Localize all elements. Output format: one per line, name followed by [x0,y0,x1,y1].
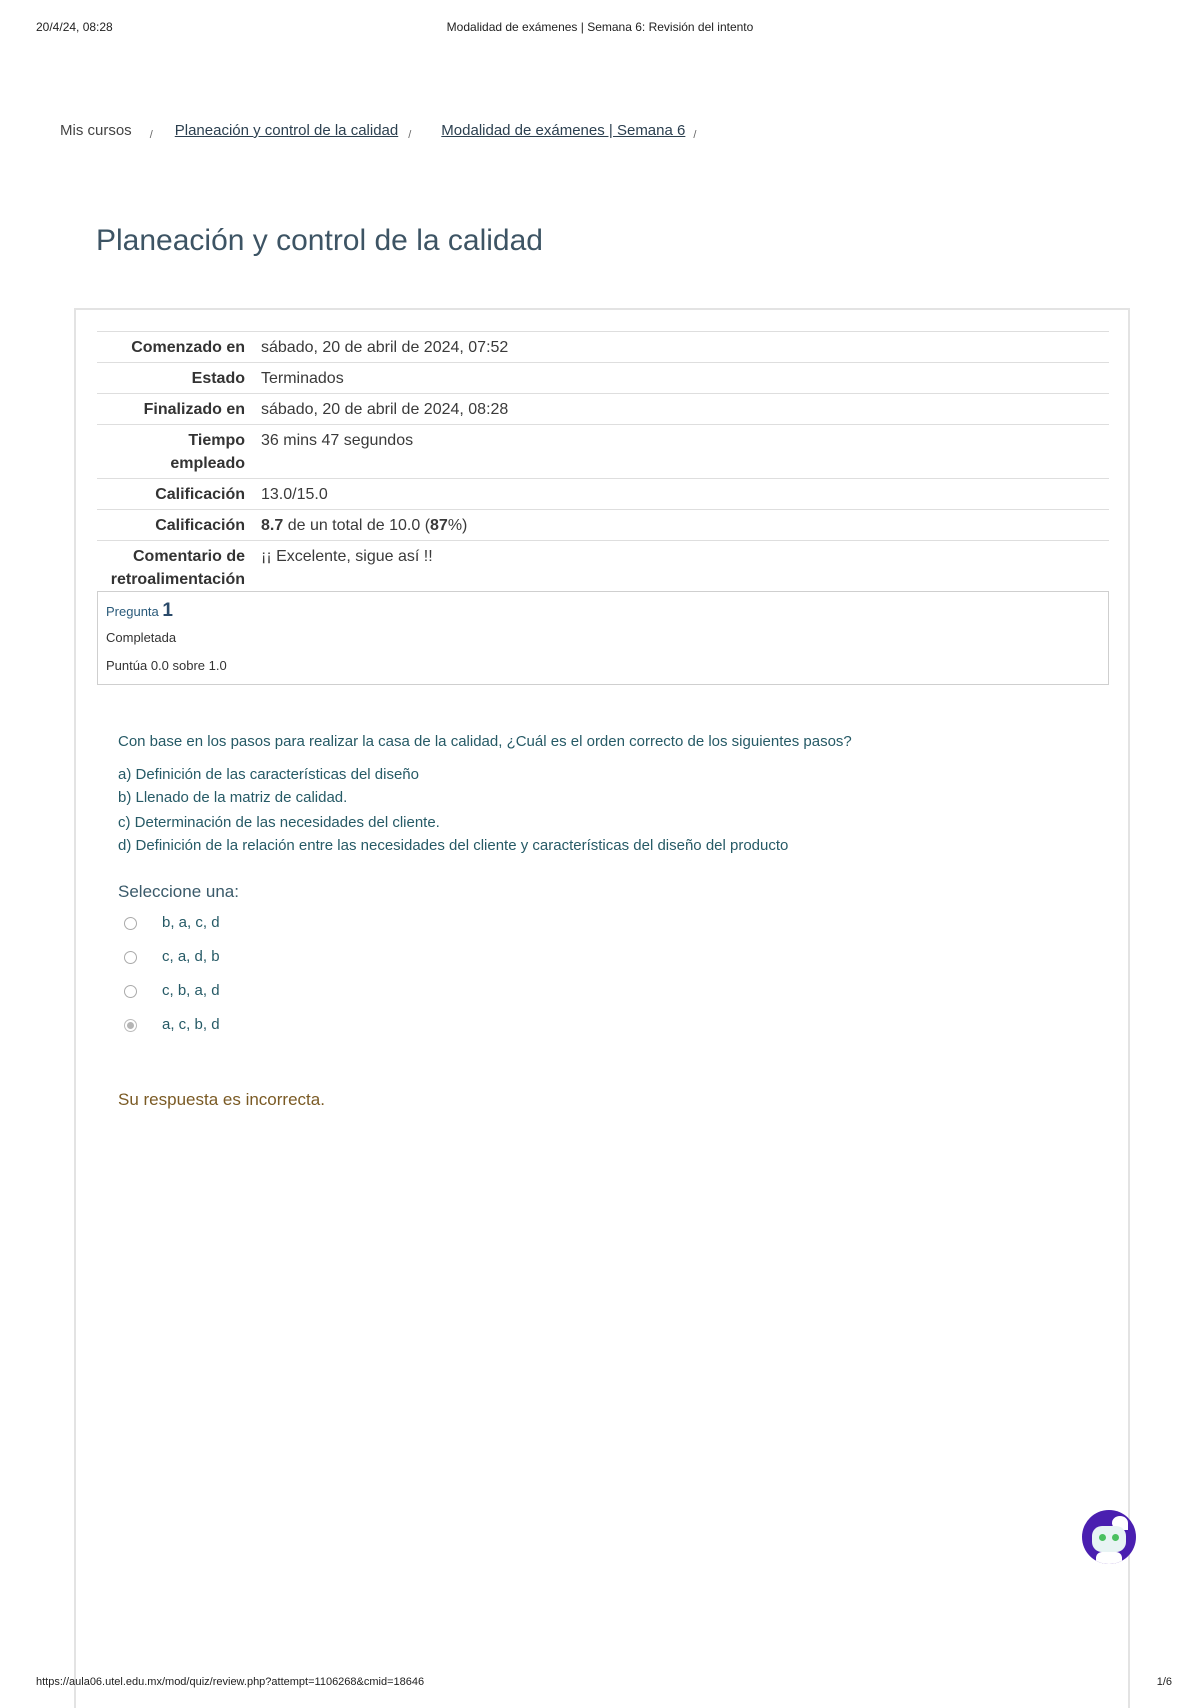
breadcrumb-separator: / [408,129,412,141]
breadcrumb-quiz-link[interactable]: Modalidad de exámenes | Semana 6 [441,122,686,139]
print-page-title: Modalidad de exámenes | Semana 6: Revisión del intento [446,20,754,34]
answer-option-label[interactable]: c, b, a, d [162,982,220,999]
summary-label: Finalizado en [143,401,245,418]
grade-value: 8.7 [261,517,284,534]
summary-value: Terminados [261,370,344,387]
breadcrumb-separator: / [149,129,153,141]
summary-value: 13.0/15.0 [261,486,328,503]
select-prompt: Seleccione una: [118,882,239,901]
summary-row-feedback [97,541,1109,595]
radio-button[interactable] [124,951,137,964]
summary-value: 36 mins 47 segundos [261,432,414,449]
summary-row-finished [97,394,1109,425]
print-url: https://aula06.utel.edu.mx/mod/quiz/review.php?attempt=1106268&cmid=18646 [36,1676,425,1688]
summary-label [97,541,253,595]
question-info-box [97,591,1109,685]
print-header [0,20,1200,36]
summary-value: ¡¡ Excelente, sigue así !! [261,548,433,565]
summary-row-time-taken [97,425,1109,479]
page-title: Planeación y control de la calidad [96,224,543,257]
question-state: Completada [106,630,177,645]
summary-label [97,425,253,479]
summary-label: Comenzado en [131,339,245,356]
breadcrumb [60,122,696,139]
chatbot-eye-shape [1099,1534,1106,1541]
question-text: Con base en los pasos para realizar la casa de la calidad, ¿Cuál es el orden correcto de los siguientes pasos? [118,733,852,750]
question-label: Pregunta [106,604,159,619]
grade-percent: 87 [430,517,448,534]
chatbot-face-shape [1092,1526,1126,1552]
question-step: c) Determinación de las necesidades del cliente. [118,814,440,831]
radio-button[interactable] [124,917,137,930]
summary-label: Estado [191,370,245,387]
chatbot-body-shape [1096,1552,1122,1564]
summary-value: sábado, 20 de abril de 2024, 08:28 [261,401,509,418]
summary-row-state [97,363,1109,394]
summary-row-marks [97,479,1109,510]
summary-label-line: empleado [170,455,245,472]
summary-value: sábado, 20 de abril de 2024, 07:52 [261,339,509,356]
print-datetime: 20/4/24, 08:28 [36,20,113,34]
chatbot-eye-shape [1112,1534,1119,1541]
summary-label-line: Tiempo [188,432,245,449]
grade-end-text: %) [447,517,468,534]
answer-option-label[interactable]: b, a, c, d [162,914,220,931]
breadcrumb-course-link[interactable]: Planeación y control de la calidad [174,122,399,139]
answer-option-label[interactable]: c, a, d, b [162,948,220,965]
breadcrumb-my-courses[interactable]: Mis cursos [60,122,132,139]
chatbot-icon[interactable] [1082,1510,1136,1564]
answer-feedback: Su respuesta es incorrecta. [118,1090,325,1109]
question-step: b) Llenado de la matriz de calidad. [118,789,348,806]
radio-button[interactable] [124,985,137,998]
summary-label: Calificación [155,517,245,534]
question-grade: Puntúa 0.0 sobre 1.0 [106,658,227,673]
summary-label-line: Comentario de [132,548,245,565]
question-step: a) Definición de las características del diseño [118,766,419,783]
answer-option-label[interactable]: a, c, b, d [162,1016,220,1033]
question-step: d) Definición de la relación entre las necesidades del cliente y características del diseño del producto [118,837,789,854]
summary-row-grade [97,510,1109,541]
summary-row-started [97,332,1109,363]
print-footer [0,1676,1200,1692]
grade-mid-text: de un total de 10.0 ( [283,517,431,534]
attempt-summary-table [97,331,1109,594]
breadcrumb-separator: / [693,129,697,141]
summary-label-line: retroalimentación [110,571,245,588]
radio-button-checked[interactable] [124,1019,137,1032]
summary-label: Calificación [155,486,245,503]
question-number [106,600,173,622]
question-number-value: 1 [162,600,173,621]
summary-value [253,510,1109,541]
print-page-number: 1/6 [1156,1676,1172,1688]
